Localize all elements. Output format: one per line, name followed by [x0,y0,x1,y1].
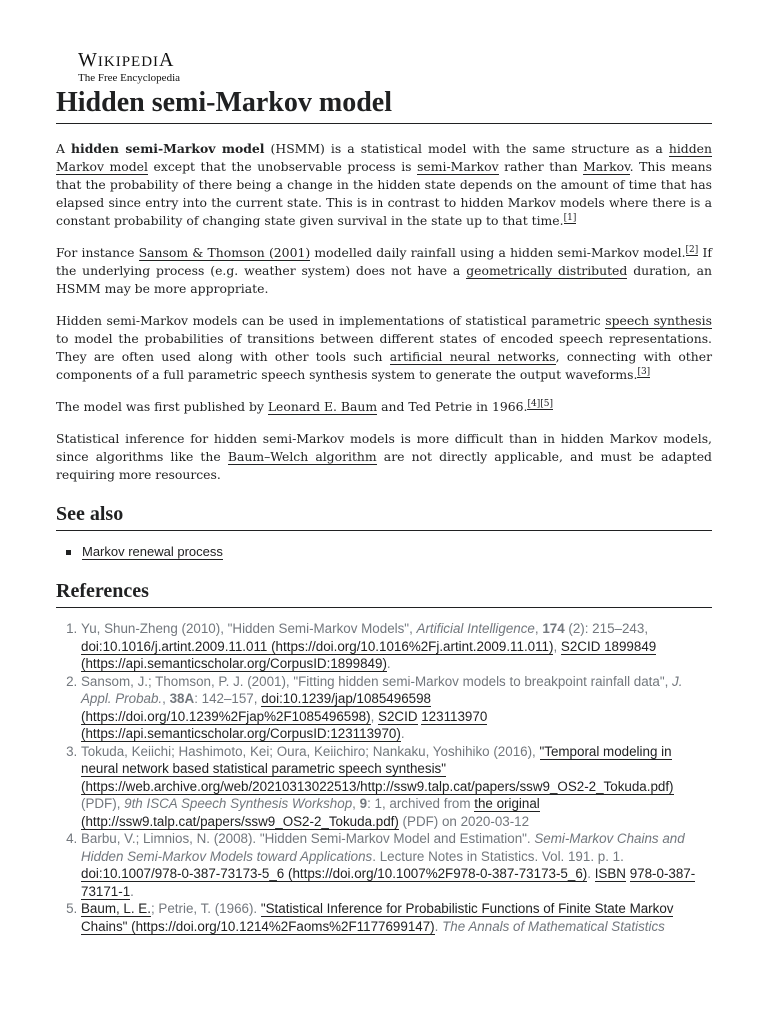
reference-item: 1. Yu, Shun-Zheng (2010), "Hidden Semi-Markov Models", Artificial Intelligence, 174 (2): 215–243, doi:10.1016/j.artint.2009.11.011 (https://doi.org/10.1016%2Fj.artint.2009.11.011), S2CID 1899849 (https://api.semanticscholar.org/CorpusID:1899849). [81,620,712,673]
see-also-heading: See also [56,502,712,531]
paragraph-history: The model was first published by Leonard E. Baum and Ted Petrie in 1966.[4][5] [56,399,553,414]
page-title: Hidden semi-Markov model [56,86,712,124]
ref-link-3[interactable]: [3] [637,367,651,377]
doi-link[interactable]: doi:10.1016/j.artint.2009.11.011 (https://doi.org/10.1016%2Fj.artint.2009.11.011) [81,638,554,654]
s2cid-link[interactable]: S2CID 1899849 (https://api.semanticscholar.org/CorpusID:1899849) [81,638,657,671]
list-item [66,543,712,561]
paragraph-inference: Statistical inference for hidden semi-Markov models is more difficult than in hidden Markov models, since algorithms like the Baum–Welch algorithm are not directly applicable, and must be adapted requiring more resources. [56,431,712,482]
reference-item: 3. Tokuda, Keiichi; Hashimoto, Kei; Oura, Keiichiro; Nankaku, Yoshihiko (2016), "Temporal modeling in neural network based statistical parametric speech synthesis" (https://web.archive.org/web/20210313022513/http://ssw9.talp.cat/papers/ssw9_OS2-2_Tokuda.pdf) (PDF), 9th ISCA Speech Synthesis Workshop, 9: 1, archived from the original (http://ssw9.talp.cat/papers/ssw9_OS2-2_Tokuda.pdf) (PDF) on 2020-03-12 [81,743,712,831]
s2cid-link[interactable]: 123113970 (https://api.semanticscholar.org/CorpusID:123113970) [81,708,488,741]
link-markov-renewal-process[interactable]: Markov renewal process [82,544,223,559]
reference-item: 5. Baum, L. E.; Petrie, T. (1966). "Statistical Inference for Probabilistic Functions of Finite State Markov Chains" (https://doi.org/10.1214%2Faoms%2F1177699147). The Annals of Mathematical Statistics [81,900,712,935]
link-hidden-markov-model[interactable]: hidden Markov model [56,141,712,174]
bold-term: hidden semi-Markov model [70,141,265,156]
paper-title-link[interactable]: "Statistical Inference for Probabilistic Functions of Finite State Markov Chains" (https://doi.org/10.1214%2Faoms%2F1177699147) [81,901,674,934]
link-artificial-neural-networks[interactable]: artificial neural networks [389,349,556,364]
reference-item: 4. Barbu, V.; Limnios, N. (2008). "Hidden Semi-Markov Model and Estimation". Semi-Markov Chains and Hidden Semi-Markov Models toward Applications. Lecture Notes in Statistics. Vol. 191. p. 1. doi:10.1007/978-0-387-73173-5_6 (https://doi.org/10.1007%2F978-0-387-73173-5_6). ISBN 978-0-387-73171-1. [81,830,712,900]
ref-link-4[interactable]: [4] [527,399,541,409]
references-list [56,620,712,935]
link-leonard-baum[interactable]: Leonard E. Baum [267,399,378,414]
doi-link[interactable]: doi:10.1239/jap/1085496598 (https://doi.org/10.1239%2Fjap%2F1085496598) [81,691,431,724]
archive-original-link[interactable]: the original (http://ssw9.talp.cat/papers/ssw9_OS2-2_Tokuda.pdf) [81,796,540,829]
paper-title-link[interactable]: "Temporal modeling in neural network based statistical parametric speech synthesis" (https://web.archive.org/web/20210313022513/http://ssw9.talp.cat/papers/ssw9_OS2-2_Tokuda.pdf) [81,743,674,794]
article-body [56,140,712,935]
ref-link-1[interactable]: [1] [563,213,577,223]
wikipedia-logo[interactable] [78,50,180,85]
link-sansom-thomson[interactable]: Sansom & Thomson (2001) [138,245,311,260]
link-semi-markov[interactable]: semi-Markov [417,159,499,174]
see-also-list [56,543,712,561]
link-geometrically-distributed[interactable]: geometrically distributed [466,263,628,278]
paragraph-rainfall: For instance Sansom & Thomson (2001) modelled daily rainfall using a hidden semi-Markov model.[2] If the underlying process (e.g. weather system) does not have a geometrically distributed duration, an HSMM may be more appropriate. [56,245,713,296]
logo-tagline: The Free Encyclopedia [78,72,181,84]
page-bottom-margin [0,945,768,1024]
link-markov[interactable]: Markov [583,159,630,174]
link-speech-synthesis[interactable]: speech synthesis [605,313,712,328]
paragraph-speech: Hidden semi-Markov models can be used in implementations of statistical parametric speech synthesis to model the probabilities of transitions between different states of encoded speech representations. They are often used along with other tools such artificial neural networks, connecting with other components of a full parametric speech synthesis system to generate the output waveforms.[3] [56,313,712,382]
ref-link-5[interactable]: [5] [540,399,553,409]
author-link[interactable]: Baum, L. E. [81,901,151,916]
link-baum-welch[interactable]: Baum–Welch algorithm [227,449,377,464]
reference-item: 2. Sansom, J.; Thomson, P. J. (2001), "Fitting hidden semi-Markov models to breakpoint rainfall data", J. Appl. Probab., 38A: 142–157, doi:10.1239/jap/1085496598 (https://doi.org/10.1239%2Fjap%2F1085496598), S2CID 123113970 (https://api.semanticscholar.org/CorpusID:123113970). [81,673,712,743]
references-heading: References [56,579,712,608]
ref-link-2[interactable]: [2] [685,245,699,255]
s2cid-label-link[interactable]: S2CID [378,708,418,724]
isbn-label-link[interactable]: ISBN [594,866,626,881]
logo-wordmark: WIKIPEDIA [78,49,175,71]
isbn-link[interactable]: 978-0-387-73171-1 [81,866,696,899]
bullet-icon [66,550,71,555]
doi-link[interactable]: doi:10.1007/978-0-387-73173-5_6 (https://doi.org/10.1007%2F978-0-387-73173-5_6) [81,866,588,881]
paragraph-intro: A hidden semi-Markov model (HSMM) is a statistical model with the same structure as a hidden Markov model except that the unobservable process is semi-Markov rather than Markov. This means that the probability of there being a change in the hidden state depends on the amount of time that has elapsed since entry into the current state. This is in contrast to hidden Markov models where there is a constant probability of changing state given survival in the state up to that time.[1] [56,141,713,228]
